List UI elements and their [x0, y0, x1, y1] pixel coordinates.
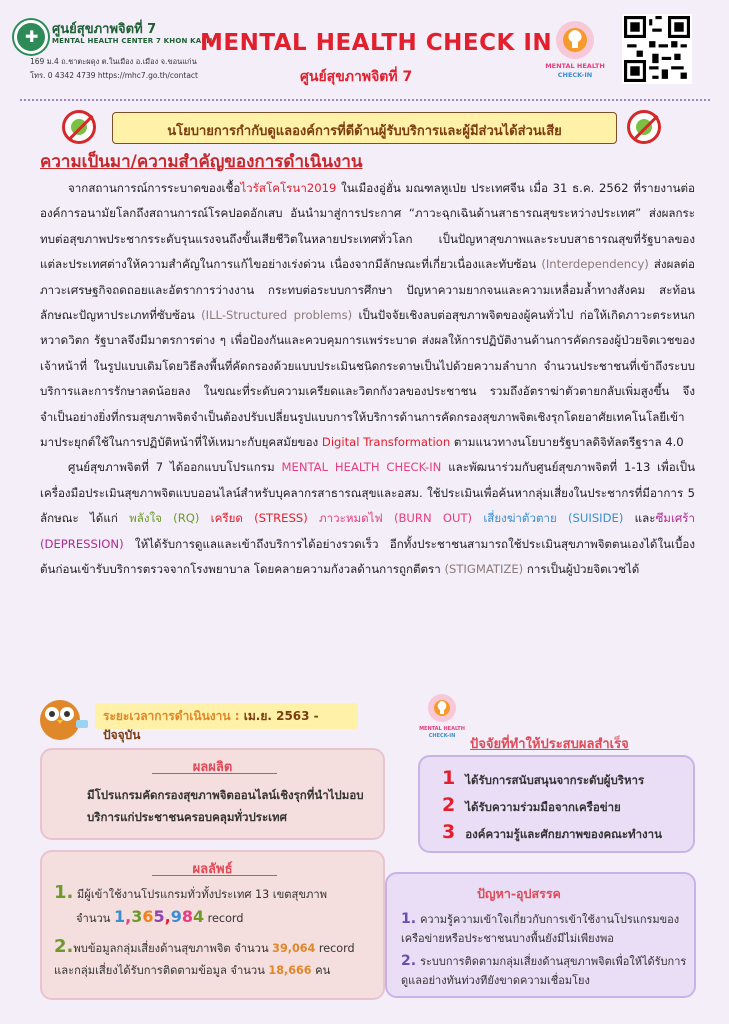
main-title: MENTAL HEALTH CHECK IN [200, 30, 553, 56]
no-virus-icon [62, 110, 96, 144]
outcome-title: ผลลัพธ์ [192, 862, 233, 877]
problem-item: 1. ความรู้ความเข้าใจเกี่ยวกับการเข้าใช้งานโปรแกรมของเครือข่ายหรือประชาชนบางพื้นยังมีไม่เพียงพอ [401, 911, 680, 945]
background-paragraph-2: ศูนย์สุขภาพจิตที่ 7 ได้ออกแบบโปรแกรม MENTAL HEALTH CHECK-IN และพัฒนาร่วมกับศูนย์สุขภาพจิตที่ 1-13 เพื่อเป็นเครื่องมือประเมินสุขภาพจิตแบบออนไลน์สำหรับบุคลากรสาธารณสุขและอสม. ใช้ประเมินเพื่อค้นหากลุ่มเสี่ยงในประชากรที่มีอาการ 5 ลักษณะ ได้แก่ พลังใจ (RQ) เครียด (STRESS) ภาวะหมดไฟ (BURN OUT) เสี่ยงฆ่าตัวตาย (SUISIDE) และซึมเศร้า (DEPRESSION) ให้ได้รับการดูแลและเข้าถึงบริการได้อย่างรวดเร็ว อีกทั้งประชาชนสามารถใช้ประเมินสุขภาพจิตตนเองได้ในเบื้องต้นก่อนเข้ารับบริการตรวจจากโรงพยาบาล โดยคลายความกังวลด้านการถูกตีตรา (STIGMATIZE) การเป็นผู้ป่วยจิตเวชได้ [40, 460, 696, 577]
outcome-item-2: 2.พบข้อมูลกลุ่มเสี่ยงด้านสุขภาพจิต จำนวน 39,064 record และกลุ่มเสี่ยงได้รับการติดตามข้อมูล จำนวน 18,666 คน [54, 936, 355, 977]
org-name: ศูนย์สุขภาพจิตที่ 7 [52, 22, 157, 37]
output-title: ผลผลิต [192, 760, 233, 775]
mental-health-checkin-small-logo-icon [416, 690, 468, 738]
problems-box [385, 872, 696, 998]
header-divider [20, 99, 710, 101]
success-item: 2 ได้รับความร่วมมือจากเครือข่าย [442, 794, 621, 816]
problem-item: 2. ระบบการติดตามกลุ่มเสี่ยงด้านสุขภาพจิตเพื่อให้ได้รับการดูแลอย่างทันท่วงทียังขาดความเชื่อมโยง [401, 953, 687, 987]
owl-mascot-icon [36, 690, 92, 742]
outcome-box [40, 850, 385, 1000]
success-item: 1 ได้รับการสนับสนุนจากระดับผู้บริหาร [442, 767, 645, 789]
outcome-title-underline [152, 875, 277, 876]
period-label: ระยะเวลาการดำเนินงาน : [103, 709, 240, 723]
svg-text:CHECK-IN: CHECK-IN [428, 733, 456, 738]
badge-text-1: MENTAL HEALTH [545, 62, 605, 70]
output-box [40, 748, 385, 840]
background-body [40, 176, 695, 583]
org-name-en: MENTAL HEALTH CENTER 7 KHON KAEN [52, 37, 213, 45]
no-virus-icon [627, 110, 661, 144]
header [0, 0, 729, 100]
success-item: 3 องค์ความรู้และศักยภาพของคณะทำงาน [442, 821, 662, 843]
policy-banner: นโยบายการกำกับดูแลองค์การที่ดีด้านผู้รับบริการและผู้มีส่วนได้ส่วนเสีย [112, 112, 617, 144]
output-title-underline [152, 773, 277, 774]
period-value: เม.ย. 2563 - ปัจจุบัน [103, 709, 319, 742]
svg-text:MENTAL HEALTH: MENTAL HEALTH [419, 726, 465, 732]
sub-title: ศูนย์สุขภาพจิตที่ 7 [300, 69, 413, 85]
output-text: มีโปรแกรมคัดกรองสุขภาพจิตออนไลน์เชิงรุกที่นำไปมอบบริการแก่ประชาชนครอบคลุมทั่วประเทศ [87, 788, 364, 824]
org-contact: โทร. 0 4342 4739 https://mhc7.go.th/contact [30, 71, 198, 80]
outcome-item-1: 1. มีผู้เข้าใช้งานโปรแกรมทั่วทั้งประเทศ 13 เขตสุขภาพ จำนวน 1,365,984 record [54, 882, 328, 926]
org-address: 169 ม.4 ถ.ชาตะผดุง ต.ในเมือง อ.เมือง จ.ขอนแก่น [30, 57, 197, 66]
qr-code-icon[interactable] [622, 14, 692, 84]
background-heading: ความเป็นมา/ความสำคัญของการดำเนินงาน [40, 152, 363, 172]
mental-health-checkin-logo-icon [542, 16, 608, 82]
badge-text-2: CHECK-IN [557, 71, 593, 79]
success-factors-box [418, 755, 695, 853]
background-paragraph-1: จากสถานการณ์การระบาดของเชื้อไวรัสโคโรนา2019 ในเมืองอู่ฮั่น มณฑลหูเป่ย ประเทศจีน เมื่อ 31 ธ.ค. 2562 ที่รายงานต่อองค์การอนามัยโลกถึงสถานการณ์โรคปอดอักเสบ อันนำมาสู่การประกาศ “ภาวะฉุกเฉินด้านสาธารณสุขระหว่างประเทศ” ส่งผลกระทบต่อสุขภาพประชากรระดับรุนแรงจนถึงขั้นเสียชีวิตในหลายประเทศทั่วโลก เป็นปัญหาสุขภาพและระบบสาธารณสุขที่รัฐบาลของแต่ละประเทศต่างให้ความสำคัญในการแก้ไขอย่างเร่งด่วน เนื่องจากมีลักษณะที่เกี่ยวเนื่องและทับซ้อน (Interdependency) ส่งผลต่อภาวะเศรษฐกิจถดถอยและอัตราการว่างงาน กระทบต่อระบบการศึกษา ปัญหาความยากจนและความเหลื่อมล้ำทางสังคม สะท้อนลักษณะปัญหาประเภทที่ซับซ้อน (ILL-Structured problems) เป็นปัจจัยเชิงลบต่อสุขภาพจิตของผู้คนทั่วไป ก่อให้เกิดภาวะตระหนกหวาดวิตก รัฐบาลจึงมีมาตรการต่าง ๆ เพื่อป้องกันและควบคุมการแพร่ระบาด ส่งผลให้การปฏิบัติงานด้านการคัดกรองผู้ป่วยจิตเวชของเจ้าหน้าที่ ในรูปแบบเดิมโดยวิธีลงพื้นที่คัดกรองด้วยแบบประเมินชนิดกระดาษเป็นไปด้วยความลำบาก จำนวนประชาชนที่เข้าถึงระบบบริการและการรักษาลดน้อยลง ในขณะที่ระดับความเครียดและวิตกกังวลของประชาชน รวมถึงอัตราฆ่าตัวตายกลับเพิ่มสูงขึ้น จึงจำเป็นอย่างยิ่งที่กรมสุขภาพจิตจำเป็นต้องปรับเปลี่ยนรูปแบบการให้บริการด้านการคัดกรองสุขภาพจิตเชิงรุกโดยอาศัยเทคโนโลยีเข้ามาประยุกต์ใช้ในการปฏิบัติหน้าที่ให้เหมาะกับยุคสมัยของ Digital Transformation ตามแนวทางนโยบายรัฐบาลดิจิทัลตรีฐราล 4.0 [40, 181, 695, 450]
org-logo-icon [14, 20, 48, 54]
problems-title: ปัญหา-อุปสรรค [477, 886, 561, 901]
period-banner [95, 703, 358, 742]
success-heading: ปัจจัยที่ทำให้ประสบผลสำเร็จ [470, 737, 629, 752]
